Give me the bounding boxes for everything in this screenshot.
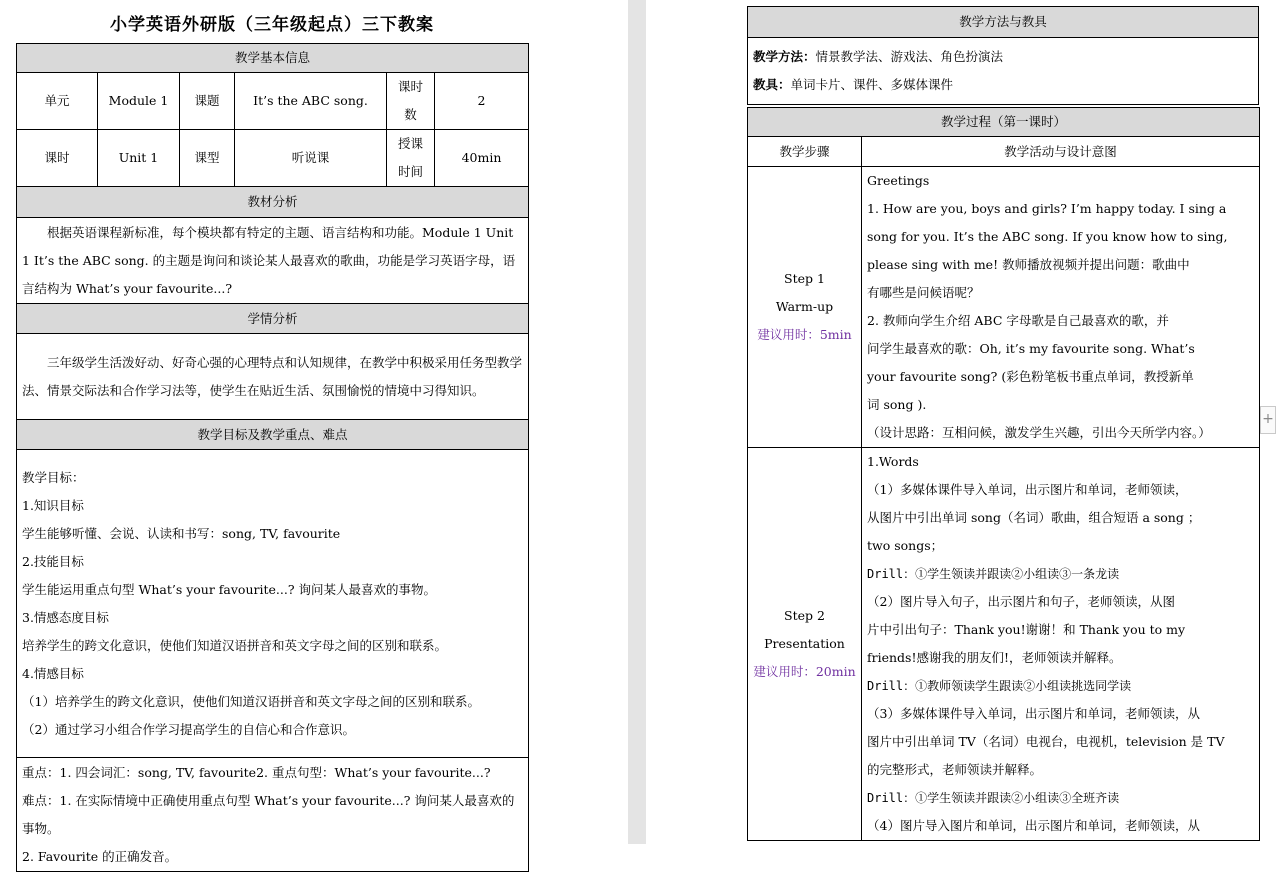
step2-activities bbox=[862, 448, 1260, 841]
step1-activities bbox=[862, 167, 1260, 448]
topic-label: 课题 bbox=[180, 73, 235, 130]
step1-line: Greetings bbox=[867, 173, 930, 188]
step2-line: （3）多媒体课件导入单词，出示图片和单词，老师领读，从 bbox=[867, 706, 1200, 721]
topic-value: It’s the ABC song. bbox=[235, 73, 387, 130]
document-title: 小学英语外研版（三年级起点）三下教案 bbox=[110, 15, 434, 35]
step1-line: 1. How are you, boys and girls? I’m happy today. I sing a bbox=[867, 201, 1227, 216]
duration-value: 40min bbox=[435, 130, 529, 187]
step1-line: please sing with me! 教师播放视频并提出问题：歌曲中 bbox=[867, 257, 1190, 272]
step1-name: Step 1 bbox=[784, 271, 825, 286]
step2-line: 片中引出句子：Thank you!谢谢！和 Thank you to my bbox=[867, 622, 1186, 637]
step2-line: 从图片中引出单词 song（名词）歌曲，组合短语 a song ； bbox=[867, 510, 1201, 525]
step1-line: 有哪些是问候语呢？ bbox=[867, 285, 980, 300]
students-header: 学情分析 bbox=[17, 304, 529, 334]
step2-drill-line: Drill：①教师领读学生跟读②小组读挑选同学读 bbox=[867, 679, 1132, 693]
key-point-line: 重点：1. 四会词汇：song, TV, favourite2. 重点句型：What’s your favourite...? bbox=[22, 764, 491, 780]
methods-header: 教学方法与教具 bbox=[748, 7, 1259, 38]
step2-drill-line: Drill：①学生领读并跟读②小组读③全班齐读 bbox=[867, 791, 1120, 805]
step2-line: （1）多媒体课件导入单词，出示图片和单词，老师领读， bbox=[867, 482, 1188, 497]
tools-value: 单词卡片、课件、多媒体课件 bbox=[790, 77, 954, 92]
duration-label: 授课时间 bbox=[387, 130, 435, 187]
goals-line: 培养学生的跨文化意识，使他们知道汉语拼音和英文字母之间的区别和联系。 bbox=[22, 637, 448, 653]
step2-time: 建议用时：20min bbox=[753, 664, 856, 679]
goals-header: 教学目标及教学重点、难点 bbox=[17, 420, 529, 450]
activity-column-header: 教学活动与设计意图 bbox=[862, 137, 1260, 167]
step2-sub: Presentation bbox=[764, 636, 845, 651]
step2-line: 图片中引出单词 TV（名词）电视台，电视机，television 是 TV bbox=[867, 734, 1225, 749]
step1-time: 建议用时：5min bbox=[757, 327, 852, 342]
step1-cell bbox=[748, 167, 862, 448]
period-count-label: 课时数 bbox=[387, 73, 435, 130]
material-text: 根据英语课程新标准，每个模块都有特定的主题、语言结构和功能。Module 1 Unit 1 It’s the ABC song. 的主题是询问和谈论某人最喜欢的歌曲，功能是学习英语字母，语言结构为 What’s your favourite...? bbox=[17, 218, 529, 304]
lesson-value: Unit 1 bbox=[98, 130, 180, 187]
process-header: 教学过程（第一课时） bbox=[748, 108, 1260, 137]
tools-label: 教具： bbox=[753, 77, 791, 92]
add-row-button[interactable]: + bbox=[1260, 406, 1276, 434]
step2-cell bbox=[748, 448, 862, 841]
goals-line: 2.技能目标 bbox=[22, 553, 84, 569]
step2-name: Step 2 bbox=[784, 608, 825, 623]
step1-line: your favourite song? (彩色粉笔板书重点单词，教授新单 bbox=[867, 369, 1194, 384]
goals-line: 4.情感目标 bbox=[22, 665, 84, 681]
left-page bbox=[0, 0, 628, 864]
right-page bbox=[646, 0, 1278, 844]
lesson-label: 课时 bbox=[17, 130, 98, 187]
basic-info-table bbox=[16, 43, 529, 872]
material-header: 教材分析 bbox=[17, 187, 529, 218]
goals-line: 1.知识目标 bbox=[22, 497, 84, 513]
step2-line: 的完整形式，老师领读并解释。 bbox=[867, 762, 1043, 777]
unit-value: Module 1 bbox=[98, 73, 180, 130]
step1-line: 词 song ). bbox=[867, 397, 927, 412]
step2-line: friends!感谢我的朋友们!，老师领读并解释。 bbox=[867, 650, 1122, 665]
key-point-line: 难点：1. 在实际情境中正确使用重点句型 What’s your favourite...? 询问某人最喜欢的事物。 bbox=[22, 792, 515, 836]
step2-line: （4）图片导入图片和单词，出示图片和单词，老师领读，从 bbox=[867, 818, 1200, 833]
method-value: 情景教学法、游戏法、角色扮演法 bbox=[815, 49, 1004, 64]
goals-line: （1）培养学生的跨文化意识，使他们知道汉语拼音和英文字母之间的区别和联系。 bbox=[22, 693, 480, 709]
step1-sub: Warm-up bbox=[775, 299, 834, 314]
method-label: 教学方法： bbox=[753, 49, 816, 64]
step2-line: （2）图片导入句子，出示图片和句子，老师领读，从图 bbox=[867, 594, 1175, 609]
students-text: 三年级学生活泼好动、好奇心强的心理特点和认知规律，在教学中积极采用任务型教学法、情景交际法和合作学习法等，使学生在贴近生活、氛围愉悦的情境中习得知识。 bbox=[17, 334, 529, 420]
goals-line: （2）通过学习小组合作学习提高学生的自信心和合作意识。 bbox=[22, 721, 355, 737]
unit-label: 单元 bbox=[17, 73, 98, 130]
lesson-type-label: 课型 bbox=[180, 130, 235, 187]
goals-line: 学生能够听懂、会说、认读和书写：song, TV, favourite bbox=[22, 525, 341, 541]
key-point-line: 2. Favourite 的正确发音。 bbox=[22, 848, 178, 864]
key-points-body bbox=[17, 758, 529, 872]
basic-info-header: 教学基本信息 bbox=[17, 44, 529, 73]
goals-line: 3.情感态度目标 bbox=[22, 609, 109, 625]
step1-line: 2. 教师向学生介绍 ABC 字母歌是自己最喜欢的歌，并 bbox=[867, 313, 1169, 328]
step2-line: 1.Words bbox=[867, 454, 919, 469]
step2-drill-line: Drill：①学生领读并跟读②小组读③一条龙读 bbox=[867, 567, 1120, 581]
page-gutter bbox=[628, 0, 646, 844]
methods-body bbox=[748, 38, 1259, 105]
step-column-header: 教学步骤 bbox=[748, 137, 862, 167]
step1-line: song for you. It’s the ABC song. If you know how to sing, bbox=[867, 229, 1228, 244]
step2-line: two songs； bbox=[867, 538, 944, 553]
methods-table bbox=[747, 6, 1259, 105]
step1-line: 问学生最喜欢的歌：Oh, it’s my favourite song. What’s bbox=[867, 341, 1195, 356]
goals-line: 教学目标： bbox=[22, 469, 85, 485]
lesson-type-value: 听说课 bbox=[235, 130, 387, 187]
step1-line: （设计思路：互相问候，激发学生兴趣，引出今天所学内容。） bbox=[867, 425, 1211, 440]
process-table bbox=[747, 107, 1260, 841]
goals-line: 学生能运用重点句型 What’s your favourite...? 询问某人最喜欢的事物。 bbox=[22, 581, 437, 597]
period-count-value: 2 bbox=[435, 73, 529, 130]
goals-body bbox=[17, 450, 529, 758]
